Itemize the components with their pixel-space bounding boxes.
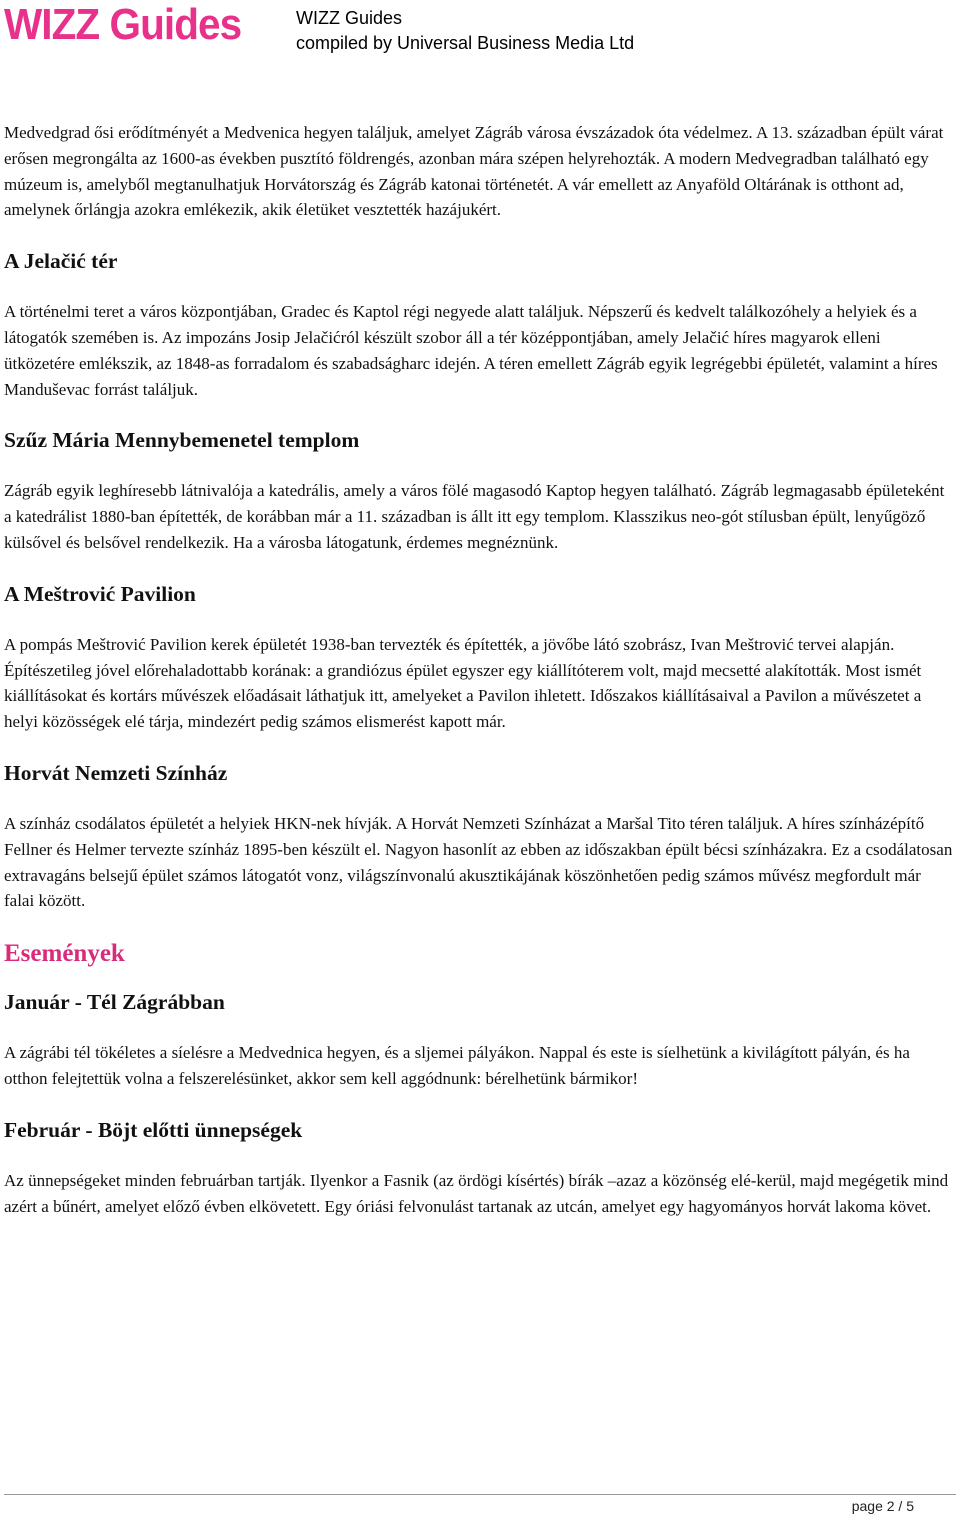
section-paragraph-mestrovic: A pompás Meštrović Pavilion kerek épületét 1938-ban tervezték és építették, a jövőbe látó szobrász, Ivan Meštrović tervei alapján. Építészetileg jóvel előrehaladottabb korának: a grandiózus épület egyszer egy kiállítóterem volt, majd mecsetté alakították. Most ismét kiállításokat és kortárs művészek előadásait láthatjuk itt, amelyeket a Pavilon ihletett. Időszakos kiállításaival a Pavilon a művészetet a helyi közösségek elé tárja, mindezért pedig számos elismerést kapott már. [4,634,922,732]
wizz-guides-logo: WIZZ Guides [4,0,242,49]
section-heading-cathedral: Szűz Mária Mennybemenetel templom [4,428,360,453]
header-title: WIZZ Guides [296,8,403,28]
events-heading: Események [4,940,125,968]
page-header [0,0,960,60]
event-paragraph-january: A zágrábi tél tökéletes a síelésre a Medvednica hegyen, és a sljemei pályákon. Nappal és este is síelhetünk a kivilágított pályán, és ha otthon felejtettük volna a felszerelésünket, akkor sem kell aggódnunk: bérelhetünk bármikor! [4,1043,910,1088]
section-paragraph-theatre: A színház csodálatos épületét a helyiek HKN-nek hívják. A Horvát Nemzeti Színházat a Maršal Tito téren találjuk. A híres színházépítő Fellner és Helmer tervezte színház 1895-ben készült el. Nagyon hasonlít az ebben az időszakban épült bécsi színházakra. Ez a csodálatosan extravagáns belsejű épület számos látogatót vonz, világszínvonalú akusztikájának köszönhetően pedig számos művész megfordult már falai között. [4,813,953,911]
section-heading-jelacic: A Jelačić tér [4,249,118,274]
section-paragraph-jelacic: A történelmi teret a város központjában, Gradec és Kaptol régi negyede alatt találjuk. Népszerű és kedvelt találkozóhely a helyiek és a látogatók szemében is. Az impozáns Josip Jelačićról készült szobor áll a tér középpontjában, amely Jelačić híres magyarok elleni ütközetére emlékszik, az 1848-as forradalom és szabadságharc idején. A téren emellett Zágráb egyik legrégebbi épületét, valamint a híres Manduševac forrást találjuk. [4,302,938,399]
section-heading-mestrovic: A Meštrović Pavilion [4,581,196,606]
event-heading-february: Február - Böjt előtti ünnepségek [4,1117,303,1142]
header-subtitle: compiled by Universal Business Media Ltd [296,33,635,53]
section-heading-theatre: Horvát Nemzeti Színház [4,760,228,785]
page-number: page 2 / 5 [851,1498,914,1514]
intro-paragraph: Medvedgrad ősi erődítményét a Medvenica hegyen találjuk, amelyet Zágráb városa évszázadok óta védelmez. A 13. században épült várat erősen megrongálta az 1600-as években pusztító földrengés, azonban mára szépen helyrehozták. A modern Medvegradban található egy múzeum is, amelyből megtanulhatjuk Horvátország és Zágráb katonai történetét. A vár emellett az Anyaföld Oltárának is otthont ad, amelynek őrlángja azokra emlékezik, akik életüket vesztették hazájukért. [4,123,944,220]
header-text-block [296,6,634,56]
section-paragraph-cathedral: Zágráb egyik leghíresebb látnivalója a katedrális, amely a város fölé magasodó Kaptop hegyen található. Zágráb legmagasabb épületeként a katedrálist 1880-ban építették, de korábban már a 11. században is állt itt egy templom. Klasszikus neo-gót stílusban épült, lenyűgöző külsővel és belsővel rendelkezik. Ha a városba látogatunk, érdemes megnéznünk. [4,481,945,552]
event-paragraph-february: Az ünnepségeket minden februárban tartják. Ilyenkor a Fasnik (az ördögi kísértés) bírák –azaz a közönség elé-kerül, majd megégetik mind azért a bűnért, amelyet előző évben elkövetett. Egy óriási felvonulást tartanak az utcán, amelyet egy hagyományos horvát lakoma követ. [4,1170,949,1216]
page-content [4,120,954,1219]
footer-divider [4,1494,956,1495]
event-heading-january: Január - Tél Zágrábban [4,990,225,1015]
